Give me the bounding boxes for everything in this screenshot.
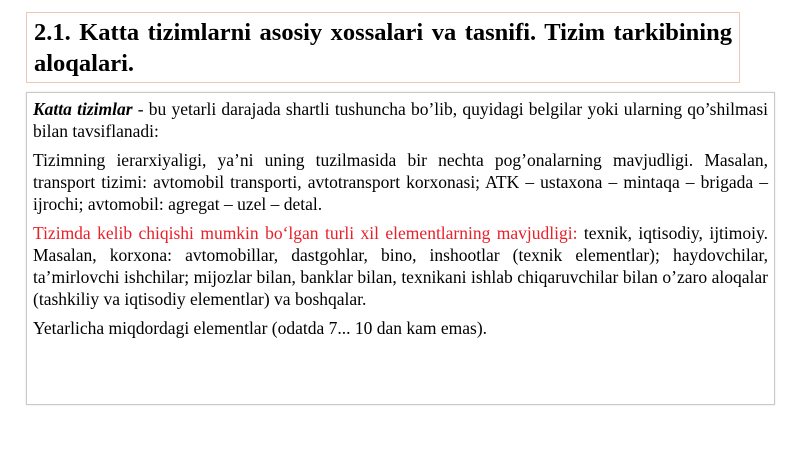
content-box xyxy=(26,92,775,405)
paragraph-elements xyxy=(33,222,768,310)
title-box xyxy=(26,12,740,83)
paragraph-hierarchy: Tizimning ierarxiyaligi, ya’ni uning tuzilmasida bir nechta pog’onalarning mavjudligi. Masalan, transport tizimi: avtomobil transporti, avtotransport korxonasi; ATK – ustaxona – mintaqa – brigada – ijrochi; avtomobil: agregat – uzel – detal. xyxy=(33,150,768,214)
paragraph-definition xyxy=(33,98,768,142)
paragraph-element-count: Yetarlicha miqdordagi elementlar (odatda 7... 10 dan kam emas). xyxy=(33,318,488,338)
elements-text: texnik, iqtisodiy, ijtimoiy. Masalan, korxona: avtomobillar, dastgohlar, bino, inshootlar (texnik elementlar); haydovchilar, ta’mirlovchi ishchilar; mijozlar bilan, banklar bilan, texnikani ishlab chiqaruvchilar bilan o’zaro aloqalar (tashkiliy va iqtisodiy elementlar) va boshqalar. xyxy=(33,223,768,309)
defined-term: Katta tizimlar xyxy=(33,99,133,119)
highlighted-text: Tizimda kelib chiqishi mumkin bo‘lgan turli xil elementlarning mavjudligi: xyxy=(33,223,578,243)
definition-text: - bu yetarli darajada shartli tushuncha bo’lib, quyidagi belgilar yoki ularning qo’shilmasi bilan tavsiflanadi: xyxy=(33,99,769,141)
slide-title: 2.1. Katta tizimlarni asosiy xossalari va tasnifi. Tizim tarkibining aloqalari. xyxy=(34,19,732,77)
